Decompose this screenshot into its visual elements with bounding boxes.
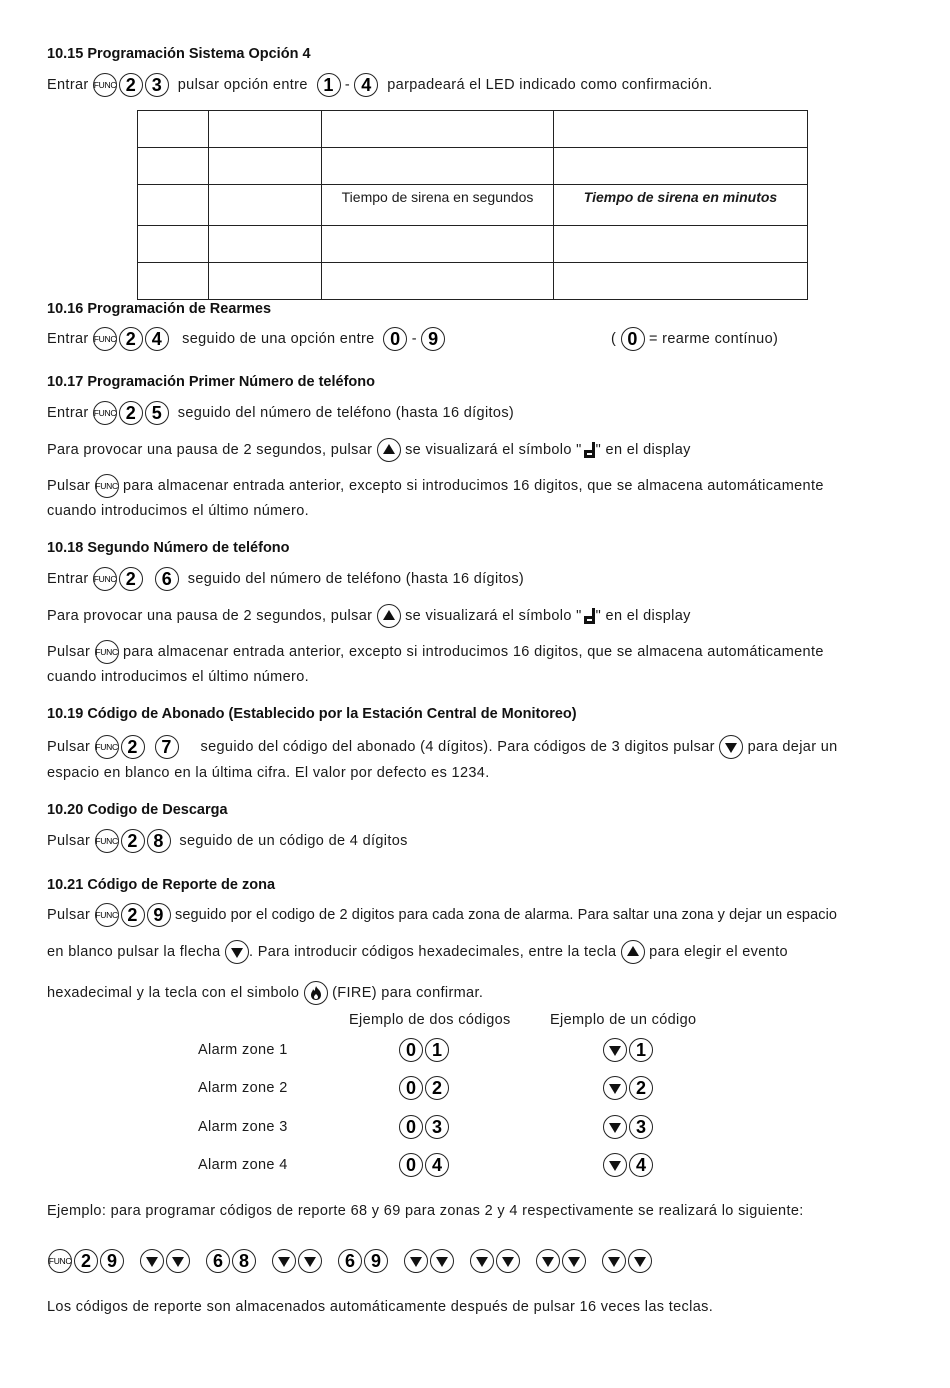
func-key-icon: FUNC (95, 829, 119, 853)
table-cell (554, 111, 808, 148)
digit-key-icon: 2 (119, 73, 143, 97)
table-cell (138, 263, 209, 300)
pause-d-symbol-icon (582, 606, 596, 626)
one-code-keys (603, 1076, 653, 1100)
dash-text: - (411, 330, 417, 347)
one-code-keys (603, 1153, 653, 1177)
zone-label: Alarm zone 2 (198, 1080, 288, 1096)
siren-minutes-cell: Tiempo de sirena en minutos (554, 185, 808, 226)
digit-key-icon: 0 (621, 327, 645, 351)
table-cell (554, 263, 808, 300)
section-10-16-heading: 10.16 Programación de Rearmes (47, 301, 272, 317)
section-10-19-heading: 10.19 Código de Abonado (Establecido por la Estación Central de Monitoreo) (47, 706, 577, 722)
digit-key-icon: 0 (399, 1038, 423, 1062)
mid-text: pulsar opción entre (177, 76, 308, 93)
func-key-icon: FUNC (93, 567, 117, 591)
two-code-keys (399, 1153, 449, 1177)
key-group (602, 1249, 652, 1273)
table-cell (138, 226, 209, 263)
digit-key-icon: 3 (425, 1115, 449, 1139)
table-cell (138, 185, 209, 226)
table-row (138, 263, 808, 300)
section-10-17-heading: 10.17 Programación Primer Número de teléfono (47, 374, 375, 390)
fire-key-icon (304, 981, 328, 1005)
line-text: . Para introducir códigos hexadecimales, entre la tecla (248, 943, 617, 960)
section-10-18-store (47, 640, 824, 664)
line-text: en blanco pulsar la flecha (47, 943, 221, 960)
key-group (536, 1249, 586, 1273)
line-text: seguido del número de teléfono (hasta 16 dígitos) (177, 404, 515, 421)
digit-key-icon: 1 (317, 73, 341, 97)
func-key-icon: FUNC (95, 903, 119, 927)
pause-text: " en el display (595, 607, 691, 624)
line-text: seguido de un código de 4 dígitos (179, 832, 408, 849)
table-row (138, 148, 808, 185)
store-text: Pulsar (47, 643, 91, 660)
digit-key-icon: 2 (629, 1076, 653, 1100)
pause-d-symbol-icon (582, 440, 596, 460)
table-row (138, 111, 808, 148)
one-code-keys (603, 1038, 653, 1062)
down-arrow-key-icon (719, 735, 743, 759)
prefix-text: Pulsar (47, 832, 91, 849)
key-group (140, 1249, 190, 1273)
func-key-icon: FUNC (93, 73, 117, 97)
down-arrow-key-icon (470, 1249, 494, 1273)
section-10-18-line1 (47, 567, 524, 591)
pause-text: Para provocar una pausa de 2 segundos, pulsar (47, 441, 373, 458)
digit-key-icon: 4 (354, 73, 378, 97)
siren-seconds-cell: Tiempo de sirena en segundos (322, 185, 554, 226)
func-key-icon: FUNC (93, 327, 117, 351)
section-10-17-pause (47, 438, 691, 462)
down-arrow-key-icon (430, 1249, 454, 1273)
down-arrow-key-icon (562, 1249, 586, 1273)
digit-key-icon: 2 (121, 903, 145, 927)
section-10-20-line1 (47, 829, 408, 853)
example-text: Ejemplo: para programar códigos de reporte 68 y 69 para zonas 2 y 4 respectivamente se realizará lo siguiente: (47, 1203, 804, 1219)
prefix-text: Pulsar (47, 738, 91, 755)
digit-key-icon: 4 (425, 1153, 449, 1177)
pause-text: se visualizará el símbolo " (405, 441, 582, 458)
section-10-16-line (47, 327, 445, 351)
rearm-note (611, 327, 778, 351)
zone-label: Alarm zone 1 (198, 1042, 288, 1058)
section-10-21-heading: 10.21 Código de Reporte de zona (47, 877, 276, 893)
option-table (137, 110, 808, 300)
down-arrow-key-icon (603, 1038, 627, 1062)
note-text: = rearme contínuo) (648, 330, 779, 347)
down-arrow-key-icon (603, 1153, 627, 1177)
down-arrow-key-icon (628, 1249, 652, 1273)
section-10-19-line2: espacio en blanco en la última cifra. El valor por defecto es 1234. (47, 765, 490, 781)
digit-key-icon: 2 (119, 401, 143, 425)
table-cell (322, 111, 554, 148)
table-cell (322, 226, 554, 263)
line-text: seguido del código del abonado (4 dígitos). Para códigos de 3 digitos pulsar (200, 738, 715, 755)
table-cell (554, 226, 808, 263)
digit-key-icon: 6 (206, 1249, 230, 1273)
key-sequence (93, 567, 179, 591)
example-key-sequence (48, 1249, 652, 1273)
one-code-keys (603, 1115, 653, 1139)
flame-icon (308, 985, 324, 1001)
footer-text: Los códigos de reporte son almacenados automáticamente después de pulsar 16 veces las teclas. (47, 1299, 714, 1315)
key-sequence (93, 401, 169, 425)
key-sequence (95, 903, 171, 927)
digit-key-icon: 1 (425, 1038, 449, 1062)
digit-key-icon: 0 (399, 1153, 423, 1177)
table-cell (209, 111, 322, 148)
table-cell (138, 111, 209, 148)
down-arrow-key-icon (166, 1249, 190, 1273)
section-10-18-heading: 10.18 Segundo Número de teléfono (47, 540, 290, 556)
digit-key-icon: 0 (383, 327, 407, 351)
store-text: Pulsar (47, 477, 91, 494)
line-text: seguido del número de teléfono (hasta 16 dígitos) (187, 570, 525, 587)
down-arrow-key-icon (140, 1249, 164, 1273)
line-text: para dejar un (747, 738, 838, 755)
key-sequence (95, 829, 171, 853)
key-group (206, 1249, 256, 1273)
digit-key-icon: 8 (232, 1249, 256, 1273)
digit-key-icon: 2 (425, 1076, 449, 1100)
down-arrow-key-icon (404, 1249, 428, 1273)
section-10-17-store-2: cuando introducimos el último número. (47, 503, 309, 519)
digit-key-icon: 1 (629, 1038, 653, 1062)
section-10-17-store (47, 474, 905, 498)
col-header-two-codes: Ejemplo de dos códigos (349, 1012, 511, 1028)
table-cell (209, 185, 322, 226)
table-cell (554, 148, 808, 185)
digit-key-icon: 9 (147, 903, 171, 927)
up-arrow-key-icon (621, 940, 645, 964)
digit-key-icon: 4 (629, 1153, 653, 1177)
down-arrow-key-icon (536, 1249, 560, 1273)
digit-key-icon: 3 (145, 73, 169, 97)
digit-key-icon: 2 (121, 829, 145, 853)
digit-key-icon: 9 (364, 1249, 388, 1273)
up-arrow-key-icon (377, 438, 401, 462)
digit-key-icon: 2 (74, 1249, 98, 1273)
col-header-one-code: Ejemplo de un código (550, 1012, 697, 1028)
down-arrow-key-icon (225, 940, 249, 964)
key-sequence (95, 735, 179, 759)
table-cell (209, 148, 322, 185)
func-key-icon: FUNC (95, 640, 119, 664)
section-10-21-line1 (47, 903, 837, 927)
table-row (138, 185, 808, 226)
down-arrow-key-icon (603, 1115, 627, 1139)
zone-label: Alarm zone 4 (198, 1157, 288, 1173)
suffix-text: parpadeará el LED indicado como confirmación. (387, 76, 713, 93)
pause-text: Para provocar una pausa de 2 segundos, pulsar (47, 607, 373, 624)
store-text: para almacenar entrada anterior, excepto si introducimos 16 digitos, que se almacena automáticamente (122, 643, 824, 660)
table-cell (209, 263, 322, 300)
line-text: (FIRE) para confirmar. (332, 984, 484, 1001)
store-text: para almacenar entrada anterior, excepto si introducimos 16 digitos, que se almacena automáticamente (122, 477, 824, 494)
section-10-15-line (47, 73, 713, 97)
prefix-text: Entrar (47, 76, 89, 93)
func-key-icon: FUNC (93, 401, 117, 425)
digit-key-icon: 4 (145, 327, 169, 351)
paren-text: ( (611, 330, 617, 347)
key-group (470, 1249, 520, 1273)
section-10-20-heading: 10.20 Codigo de Descarga (47, 802, 228, 818)
down-arrow-key-icon (603, 1076, 627, 1100)
digit-key-icon: 9 (421, 327, 445, 351)
func-key-icon: FUNC (48, 1249, 72, 1273)
mid-text: seguido de una opción entre (182, 330, 375, 347)
key-sequence (93, 327, 169, 351)
table-row (138, 226, 808, 263)
key-group (338, 1249, 388, 1273)
digit-key-icon: 9 (100, 1249, 124, 1273)
section-10-17-line1 (47, 401, 514, 425)
prefix-text: Entrar (47, 330, 89, 347)
section-10-19-line1 (47, 735, 838, 759)
prefix-text: Entrar (47, 570, 89, 587)
digit-key-icon: 2 (121, 735, 145, 759)
two-code-keys (399, 1076, 449, 1100)
key-group (272, 1249, 322, 1273)
up-arrow-key-icon (377, 604, 401, 628)
pause-text: " en el display (595, 441, 691, 458)
section-10-21-line2 (47, 940, 788, 964)
digit-key-icon: 2 (119, 327, 143, 351)
section-10-18-pause (47, 604, 691, 628)
table-cell (322, 263, 554, 300)
digit-key-icon: 6 (338, 1249, 362, 1273)
down-arrow-key-icon (272, 1249, 296, 1273)
func-key-icon: FUNC (95, 735, 119, 759)
table-cell (209, 226, 322, 263)
digit-key-icon: 3 (629, 1115, 653, 1139)
func-key-icon: FUNC (95, 474, 119, 498)
two-code-keys (399, 1115, 449, 1139)
digit-key-icon: 5 (145, 401, 169, 425)
line-text: hexadecimal y la tecla con el simbolo (47, 984, 300, 1001)
section-10-15-heading: 10.15 Programación Sistema Opción 4 (47, 46, 311, 62)
prefix-text: Entrar (47, 404, 89, 421)
prefix-text: Pulsar (47, 906, 91, 923)
digit-key-icon: 7 (155, 735, 179, 759)
pause-text: se visualizará el símbolo " (405, 607, 582, 624)
key-sequence (93, 73, 169, 97)
digit-key-icon: 2 (119, 567, 143, 591)
zone-label: Alarm zone 3 (198, 1119, 288, 1135)
section-10-21-line3 (47, 981, 483, 1005)
key-group (48, 1249, 124, 1273)
line-text: seguido por el codigo de 2 digitos para cada zona de alarma. Para saltar una zona y dejar un espacio (174, 906, 838, 923)
table-cell (322, 148, 554, 185)
digit-key-icon: 0 (399, 1076, 423, 1100)
dash-text: - (344, 76, 351, 93)
digit-key-icon: 8 (147, 829, 171, 853)
down-arrow-key-icon (496, 1249, 520, 1273)
section-10-18-store-2: cuando introducimos el último número. (47, 669, 309, 685)
line-text: para elegir el evento (649, 943, 788, 960)
digit-key-icon: 6 (155, 567, 179, 591)
down-arrow-key-icon (298, 1249, 322, 1273)
key-group (404, 1249, 454, 1273)
down-arrow-key-icon (602, 1249, 626, 1273)
digit-key-icon: 0 (399, 1115, 423, 1139)
table-cell (138, 148, 209, 185)
two-code-keys (399, 1038, 449, 1062)
